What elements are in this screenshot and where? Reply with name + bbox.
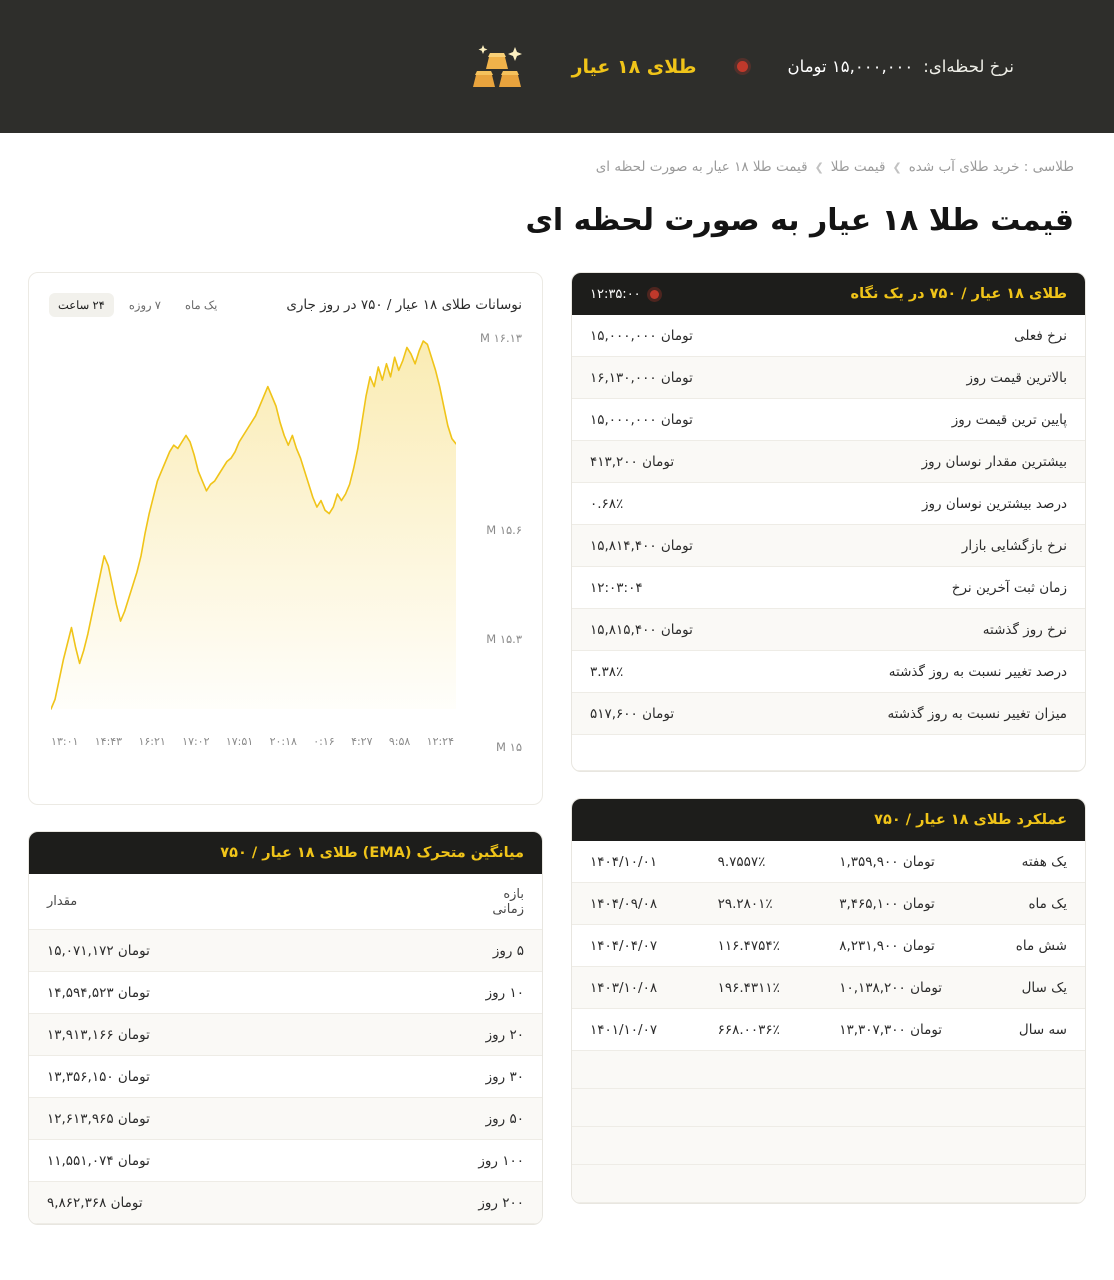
table-row — [572, 967, 1085, 1009]
glance-table — [572, 315, 1085, 771]
table-header-row — [29, 874, 542, 930]
table-row-filler — [572, 1127, 1085, 1165]
ema-title: میانگین متحرک (EMA) طلای ۱۸ عیار / ۷۵۰ — [220, 845, 524, 861]
ema-amount-0: ۱۵,۰۷۱,۱۷۲ تومان — [47, 942, 150, 959]
chart-x-axis — [51, 735, 454, 757]
x-tick-4: ۱۷:۵۱ — [225, 735, 254, 748]
table-row — [29, 1098, 542, 1140]
x-tick-5: ۲۰:۱۸ — [269, 735, 297, 748]
left-column — [28, 272, 543, 1225]
site-header — [0, 0, 1114, 133]
performance-card-header — [572, 799, 1085, 841]
ema-period-3: ۳۰ روز — [485, 1068, 524, 1085]
table-row — [572, 315, 1085, 357]
perf-percent-4: ۶۶۸.۰۰۳۶٪ — [717, 1021, 780, 1038]
ema-table — [29, 874, 542, 1224]
performance-card — [571, 798, 1086, 1204]
glance-value-9: ۵۱۷,۶۰۰ تومان — [590, 705, 675, 722]
x-tick-7: ۴:۲۷ — [351, 735, 373, 748]
live-rate-value: ۱۵,۰۰۰,۰۰۰ تومان — [787, 57, 914, 76]
table-row — [29, 1140, 542, 1182]
y-tick-3: ۱۵ M — [496, 740, 522, 754]
table-row — [572, 651, 1085, 693]
perf-date-4: ۱۴۰۱/۱۰/۰۷ — [590, 1021, 658, 1038]
perf-percent-0: ۹.۷۵۵۷٪ — [717, 853, 766, 870]
ema-amount-3: ۱۳,۳۵۶,۱۵۰ تومان — [47, 1068, 150, 1085]
perf-amount-3: ۱۰,۱۳۸,۲۰۰ تومان — [839, 979, 943, 996]
perf-period-2: شش ماه — [1015, 937, 1067, 954]
ema-period-2: ۲۰ روز — [485, 1026, 524, 1043]
table-row — [29, 972, 542, 1014]
x-tick-2: ۱۶:۲۱ — [138, 735, 166, 748]
chart-header — [43, 289, 528, 317]
table-row — [29, 1182, 542, 1224]
breadcrumb — [0, 133, 1114, 175]
glance-value-5: ۱۵,۸۱۴,۴۰۰ تومان — [590, 537, 693, 554]
glance-label-1: بالاترین قیمت روز — [966, 369, 1067, 386]
performance-table — [572, 841, 1085, 1203]
x-tick-3: ۱۷:۰۲ — [182, 735, 210, 748]
table-row — [572, 841, 1085, 883]
perf-date-0: ۱۴۰۴/۱۰/۰۱ — [590, 853, 658, 870]
glance-value-4: ۰.۶۸٪ — [590, 495, 624, 512]
table-row-filler — [572, 1089, 1085, 1127]
perf-date-1: ۱۴۰۴/۰۹/۰۸ — [590, 895, 658, 912]
ema-period-4: ۵۰ روز — [485, 1110, 524, 1127]
ema-amount-1: ۱۴,۵۹۴,۵۲۳ تومان — [47, 984, 150, 1001]
ema-period-6: ۲۰۰ روز — [478, 1194, 524, 1211]
table-row — [572, 693, 1085, 735]
table-row — [572, 925, 1085, 967]
ema-amount-2: ۱۳,۹۱۳,۱۶۶ تومان — [47, 1026, 150, 1043]
table-row-filler — [572, 735, 1085, 771]
gold-bars-icon[interactable] — [464, 36, 536, 98]
glance-time-value: ۱۲:۳۵:۰۰ — [590, 286, 641, 302]
price-line-chart — [51, 327, 456, 719]
ema-amount-5: ۱۱,۵۵۱,۰۷۴ تومان — [47, 1152, 150, 1169]
glance-value-3: ۴۱۳,۲۰۰ تومان — [590, 453, 675, 470]
glance-label-0: نرخ فعلی — [1014, 327, 1067, 344]
live-indicator-dot-small — [650, 290, 659, 299]
table-row — [572, 525, 1085, 567]
glance-title: طلای ۱۸ عیار / ۷۵۰ در یک نگاه — [850, 286, 1067, 302]
glance-card — [571, 272, 1086, 772]
table-row — [572, 399, 1085, 441]
performance-title: عملکرد طلای ۱۸ عیار / ۷۵۰ — [874, 812, 1067, 828]
tab-1m[interactable]: یک ماه — [176, 293, 226, 317]
glance-value-2: ۱۵,۰۰۰,۰۰۰ تومان — [590, 411, 693, 428]
table-row — [572, 1009, 1085, 1051]
table-row — [29, 1056, 542, 1098]
ema-col-period: بازه زمانی — [492, 886, 524, 917]
price-chart-card — [28, 272, 543, 805]
table-row — [572, 441, 1085, 483]
ema-period-5: ۱۰۰ روز — [478, 1152, 524, 1169]
x-tick-0: ۱۳:۰۱ — [51, 735, 79, 748]
perf-percent-2: ۱۱۶.۴۷۵۴٪ — [717, 937, 780, 954]
y-tick-2: ۱۵.۳ M — [486, 632, 522, 646]
breadcrumb-item-0[interactable]: طلاسی : خرید طلای آب شده — [908, 159, 1074, 175]
x-tick-8: ۹:۵۸ — [388, 735, 411, 748]
ema-amount-4: ۱۲,۶۱۳,۹۶۵ تومان — [47, 1110, 150, 1127]
glance-label-9: میزان تغییر نسبت به روز گذشته — [887, 705, 1067, 722]
glance-value-7: ۱۵,۸۱۵,۴۰۰ تومان — [590, 621, 693, 638]
perf-period-4: سه سال — [1018, 1021, 1067, 1038]
x-tick-1: ۱۴:۴۳ — [94, 735, 123, 748]
x-tick-6: ۰:۱۶ — [313, 735, 335, 748]
glance-value-1: ۱۶,۱۳۰,۰۰۰ تومان — [590, 369, 693, 386]
glance-label-7: نرخ روز گذشته — [982, 621, 1067, 638]
y-tick-0: ۱۶.۱۳ M — [480, 331, 522, 345]
table-row — [29, 1014, 542, 1056]
glance-label-8: درصد تغییر نسبت به روز گذشته — [888, 663, 1067, 680]
chart-title: نوسانات طلای ۱۸ عیار / ۷۵۰ در روز جاری — [286, 297, 522, 313]
chart-svg-wrap — [51, 327, 456, 719]
main-content — [0, 238, 1114, 1225]
glance-card-header — [572, 273, 1085, 315]
breadcrumb-separator-icon-2: ❯ — [814, 160, 824, 174]
ema-period-1: ۱۰ روز — [485, 984, 524, 1001]
glance-value-6: ۱۲:۰۳:۰۴ — [590, 579, 643, 596]
tab-24h[interactable]: ۲۴ ساعت — [49, 293, 114, 317]
perf-date-3: ۱۴۰۳/۱۰/۰۸ — [590, 979, 658, 996]
chart-plot-area — [43, 327, 528, 757]
table-row — [572, 567, 1085, 609]
header-inner — [0, 36, 1114, 98]
ema-amount-6: ۹,۸۶۲,۳۶۸ تومان — [47, 1194, 143, 1211]
perf-amount-4: ۱۳,۳۰۷,۳۰۰ تومان — [839, 1021, 943, 1038]
y-tick-1: ۱۵.۶ M — [486, 523, 522, 537]
table-row — [572, 357, 1085, 399]
breadcrumb-separator-icon: ❯ — [892, 160, 902, 174]
glance-value-0: ۱۵,۰۰۰,۰۰۰ تومان — [590, 327, 693, 344]
tab-7d[interactable]: ۷ روزه — [120, 293, 170, 317]
perf-period-1: یک ماه — [1028, 895, 1067, 912]
table-row-filler — [572, 1051, 1085, 1089]
perf-period-0: یک هفته — [1021, 853, 1067, 870]
ema-card-header — [29, 832, 542, 874]
glance-timestamp — [590, 287, 659, 302]
table-row — [572, 483, 1085, 525]
perf-period-3: یک سال — [1021, 979, 1067, 996]
right-column — [571, 272, 1086, 1204]
perf-amount-0: ۱,۳۵۹,۹۰۰ تومان — [839, 853, 935, 870]
perf-percent-1: ۲۹.۲۸۰۱٪ — [717, 895, 773, 912]
ema-period-0: ۵ روز — [492, 942, 524, 959]
table-row — [29, 930, 542, 972]
chart-range-tabs — [49, 293, 226, 317]
breadcrumb-item-1[interactable]: قیمت طلا — [830, 159, 886, 175]
perf-percent-3: ۱۹۶.۴۳۱۱٪ — [717, 979, 780, 996]
live-indicator-dot — [737, 61, 748, 72]
page-title: قیمت طلا ۱۸ عیار به صورت لحظه ای — [525, 203, 1074, 238]
chart-y-axis — [460, 327, 522, 754]
ema-col-amount: مقدار — [47, 894, 78, 909]
glance-label-4: درصد بیشترین نوسان روز — [921, 495, 1067, 512]
breadcrumb-item-2: قیمت طلا ۱۸ عیار به صورت لحظه ای — [595, 159, 808, 175]
brand-name[interactable]: طلای ۱۸ عیار — [571, 55, 697, 78]
glance-label-5: نرخ بازگشایی بازار — [961, 537, 1067, 554]
live-rate — [788, 57, 1014, 76]
perf-date-2: ۱۴۰۴/۰۴/۰۷ — [590, 937, 658, 954]
table-row — [572, 609, 1085, 651]
perf-amount-1: ۳,۴۶۵,۱۰۰ تومان — [839, 895, 935, 912]
live-rate-label: نرخ لحظه‌ای: — [923, 57, 1014, 76]
x-tick-9: ۱۲:۲۴ — [426, 735, 454, 748]
glance-label-2: پایین ترین قیمت روز — [951, 411, 1067, 428]
glance-label-6: زمان ثبت آخرین نرخ — [951, 579, 1067, 596]
glance-value-8: ۳.۳۸٪ — [590, 663, 624, 680]
perf-amount-2: ۸,۲۳۱,۹۰۰ تومان — [839, 937, 935, 954]
table-row — [572, 883, 1085, 925]
glance-label-3: بیشترین مقدار نوسان روز — [921, 453, 1067, 470]
ema-card — [28, 831, 543, 1225]
table-row-filler — [572, 1165, 1085, 1203]
